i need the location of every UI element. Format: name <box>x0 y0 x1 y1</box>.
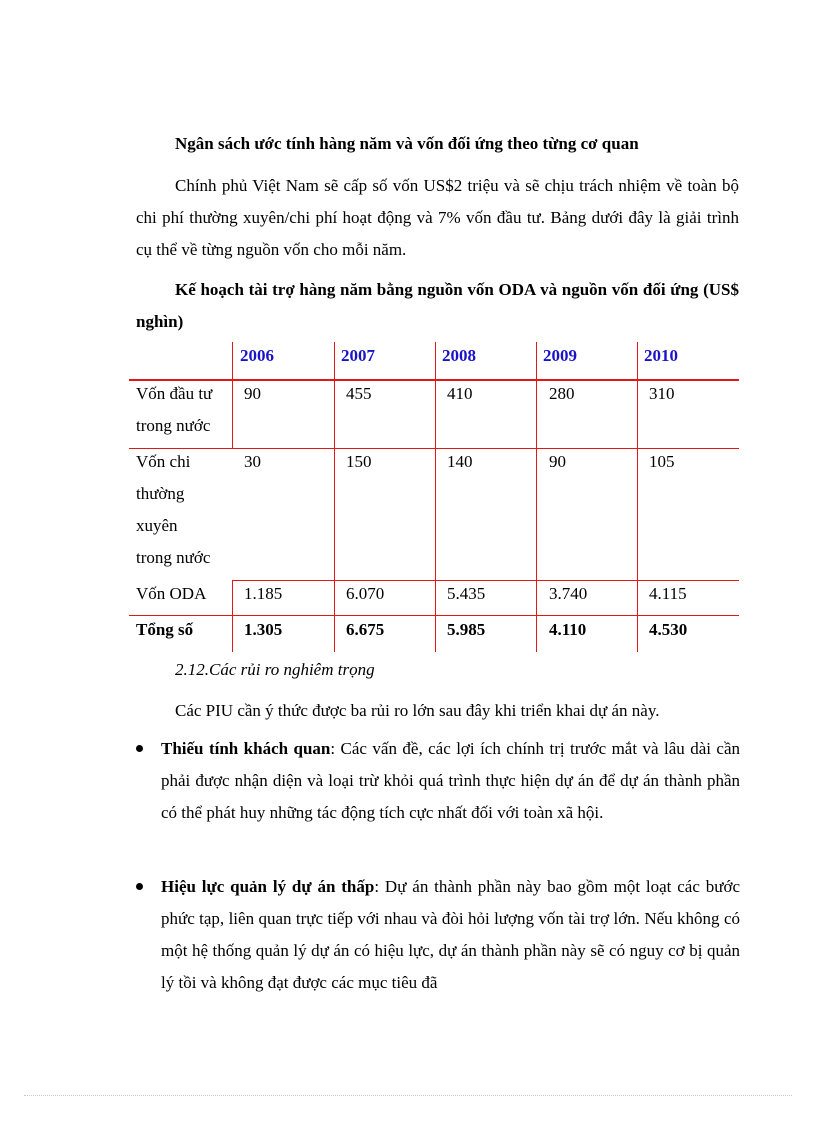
table-cell: 6.070 <box>346 584 385 603</box>
table-cell-total: 5.985 <box>447 620 486 639</box>
intro-paragraph: Chính phủ Việt Nam sẽ cấp số vốn US$2 triệu và sẽ chịu trách nhiệm về toàn bộ chi phí thường xuyên/chi phí hoạt động và 7% vốn đầu tư. Bảng dưới đây là giải trình cụ thể về từng nguồn vốn cho mỗi năm. <box>136 176 739 259</box>
row-label-line: trong nước <box>136 548 211 567</box>
year-header: 2010 <box>644 346 678 365</box>
table-cell-total: 1.305 <box>244 620 283 639</box>
year-header: 2007 <box>341 346 375 365</box>
table-cell: 105 <box>649 452 675 471</box>
page-footer-divider <box>24 1095 792 1096</box>
table-cell: 30 <box>244 452 261 471</box>
table-cell: 90 <box>549 452 566 471</box>
table-cell: 150 <box>346 452 372 471</box>
row-label-total <box>136 614 228 646</box>
table-cell-total: 6.675 <box>346 620 385 639</box>
table-cell-total: 4.530 <box>649 620 688 639</box>
table-vline <box>637 342 638 652</box>
row-label-line <box>136 446 228 478</box>
section-heading-risks: 2.12.Các rủi ro nghiêm trọng <box>175 660 375 679</box>
row-label-line: trong nước <box>136 416 211 435</box>
table-cell-total: 4.110 <box>549 620 587 639</box>
table-cell: 90 <box>244 384 261 403</box>
bullet-icon <box>136 745 143 752</box>
year-header: 2006 <box>240 346 274 365</box>
table-cell: 455 <box>346 384 372 403</box>
row-label-line: thường <box>136 484 185 503</box>
table-title: Kế hoạch tài trợ hàng năm bằng nguồn vốn ODA và nguồn vốn đối ứng (US$ nghìn) <box>136 280 739 331</box>
bullet-body: : Dự án thành phần này bao gồm một loạt các bước phức tạp, liên quan trực tiếp với nhau và đòi hỏi lượng vốn tài trợ lớn. Nếu không có một hệ thống quản lý dự án có hiệu lực, dự án thành phần này sẽ có nguy cơ bị quản lý tồi và không đạt được các mục tiêu đã <box>161 877 740 992</box>
row-label-line: xuyên <box>136 516 178 535</box>
bullet-body: : Các vấn đề, các lợi ích chính trị trước mắt và lâu dài cần phải được nhận diện và loại trừ khỏi quá trình thực hiện dự án để dự án thành phần có thể phát huy những tác động tích cực nhất đối với toàn xã hội. <box>161 739 740 822</box>
bullet-text <box>161 871 740 999</box>
section-heading-budget: Ngân sách ước tính hàng năm và vốn đối ứng theo từng cơ quan <box>175 134 639 153</box>
risks-intro: Các PIU cần ý thức được ba rủi ro lớn sau đây khi triển khai dự án này. <box>175 701 660 720</box>
table-vline <box>435 342 436 652</box>
table-vline <box>232 580 233 652</box>
row-label-recurrent-expenditure <box>136 446 228 574</box>
year-header: 2008 <box>442 346 476 365</box>
table-cell: 310 <box>649 384 675 403</box>
table-cell: 140 <box>447 452 473 471</box>
row-label-text: Vốn chi <box>136 452 191 471</box>
year-header: 2009 <box>543 346 577 365</box>
table-vline <box>232 342 233 448</box>
table-cell: 4.115 <box>649 584 687 603</box>
table-vline <box>334 342 335 652</box>
table-vline <box>536 342 537 652</box>
row-label-line: Vốn đầu tư <box>136 384 213 403</box>
table-cell: 1.185 <box>244 584 283 603</box>
row-label-oda <box>136 578 228 610</box>
table-cell: 410 <box>447 384 473 403</box>
bullet-title: Thiếu tính khách quan <box>161 739 331 758</box>
row-label-line: Tổng số <box>136 620 194 639</box>
table-cell: 280 <box>549 384 575 403</box>
row-label-domestic-investment <box>136 378 228 442</box>
table-cell: 3.740 <box>549 584 588 603</box>
table-cell: 5.435 <box>447 584 486 603</box>
bullet-text <box>161 733 740 829</box>
row-label-line: Vốn ODA <box>136 584 207 603</box>
bullet-title: Hiệu lực quản lý dự án thấp <box>161 877 375 896</box>
bullet-icon <box>136 883 143 890</box>
